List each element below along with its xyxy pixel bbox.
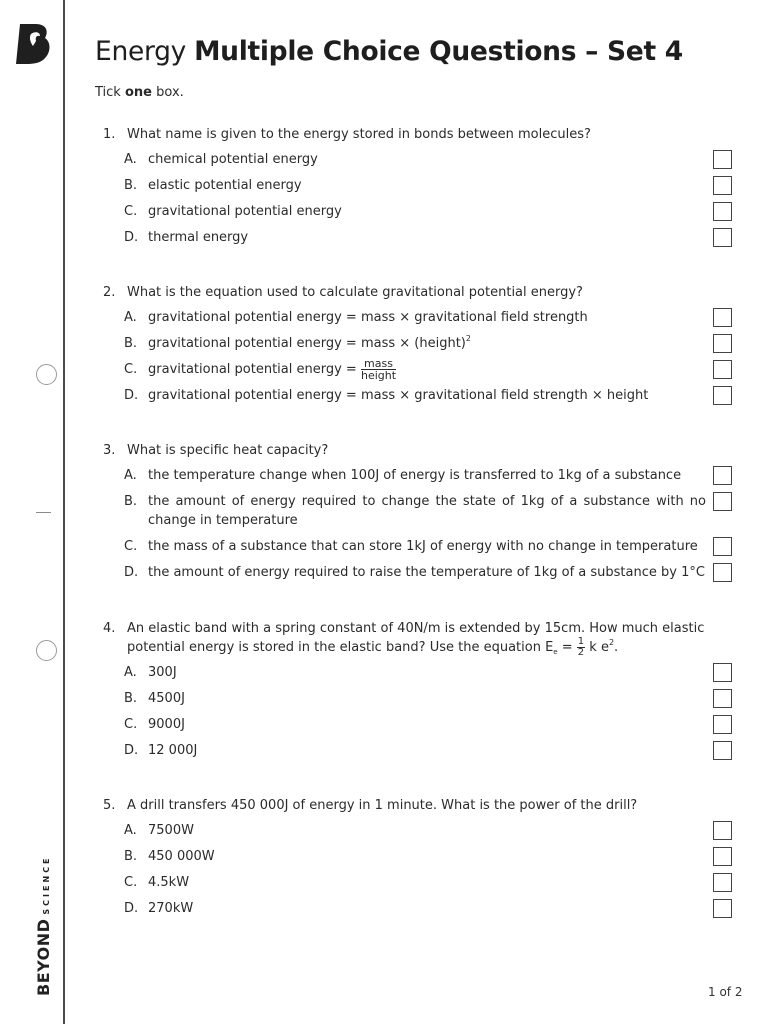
fraction-mass-height: $\frac{\text{mass}}{\text{height}}$	[360, 357, 397, 382]
brand-word-beyond: BEYOND	[34, 918, 53, 996]
checkbox-1d[interactable]	[713, 228, 732, 247]
question-text: An elastic band with a spring constant of 40N/m is extended by 15cm. How much elastic potential energy is stored in the elastic band? Use the equation $E_e$ = $\frac{1}{2}$ k $e^2$.	[127, 621, 705, 658]
checkbox-5b[interactable]	[713, 847, 732, 866]
instruction: Tick one box.	[95, 85, 184, 100]
question-text: What name is given to the energy stored in bonds between molecules?	[127, 127, 591, 142]
checkbox-1b[interactable]	[713, 176, 732, 195]
option-3c: C. the mass of a substance that can store 1kJ of energy with no change in temperature	[103, 537, 738, 556]
option-4b: B. 4500J	[103, 689, 738, 708]
option-1c: C. gravitational potential energy	[103, 202, 738, 221]
option-2b: B. gravitational potential energy = mass × (height)$^2$	[103, 334, 738, 353]
checkbox-5c[interactable]	[713, 873, 732, 892]
punch-hole-bottom	[36, 640, 57, 661]
checkbox-4a[interactable]	[713, 663, 732, 682]
question-number: 2.	[103, 285, 116, 300]
checkbox-5a[interactable]	[713, 821, 732, 840]
option-5c: C. 4.5kW	[103, 873, 738, 892]
option-5d: D. 270kW	[103, 899, 738, 918]
checkbox-3c[interactable]	[713, 537, 732, 556]
question-2	[103, 283, 738, 412]
center-mark	[36, 512, 51, 513]
question-text: What is the equation used to calculate gravitational potential energy?	[127, 285, 583, 300]
checkbox-2c[interactable]	[713, 360, 732, 379]
title-topic: Energy	[95, 36, 186, 67]
option-4c: C. 9000J	[103, 715, 738, 734]
option-3b: B. the amount of energy required to change the state of 1kg of a substance with no change in temperature	[103, 492, 738, 530]
question-number: 3.	[103, 443, 116, 458]
question-4	[103, 619, 738, 767]
checkbox-3b[interactable]	[713, 492, 732, 511]
brand-word-science: SCIENCE	[42, 855, 51, 915]
checkbox-5d[interactable]	[713, 899, 732, 918]
checkbox-1c[interactable]	[713, 202, 732, 221]
option-2a: A. gravitational potential energy = mass × gravitational field strength	[103, 308, 738, 327]
option-4d: D. 12 000J	[103, 741, 738, 760]
checkbox-4b[interactable]	[713, 689, 732, 708]
checkbox-2b[interactable]	[713, 334, 732, 353]
option-2d: D. gravitational potential energy = mass × gravitational field strength × height	[103, 386, 738, 405]
option-2c: C. gravitational potential energy = $\frac{\text{mass}}{\text{height}}$	[103, 360, 738, 379]
question-text: A drill transfers 450 000J of energy in 1 minute. What is the power of the drill?	[127, 798, 638, 813]
question-number: 5.	[103, 798, 116, 813]
option-5b: B. 450 000W	[103, 847, 738, 866]
question-text: What is specific heat capacity?	[127, 443, 329, 458]
question-number: 1.	[103, 127, 116, 142]
question-5	[103, 796, 738, 925]
question-1	[103, 125, 738, 254]
option-3a: A. the temperature change when 100J of energy is transferred to 1kg of a substance	[103, 466, 738, 485]
option-1d: D. thermal energy	[103, 228, 738, 247]
fraction-one-half: $\frac{1}{2}$	[577, 636, 585, 658]
checkbox-4d[interactable]	[713, 741, 732, 760]
option-1b: B. elastic potential energy	[103, 176, 738, 195]
checkbox-3d[interactable]	[713, 563, 732, 582]
margin-line	[63, 0, 65, 1024]
option-1a: A. chemical potential energy	[103, 150, 738, 169]
option-3d: D. the amount of energy required to raise the temperature of 1kg of a substance by 1°C	[103, 563, 738, 582]
page-number: 1 of 2	[708, 985, 743, 999]
checkbox-3a[interactable]	[713, 466, 732, 485]
checkbox-2d[interactable]	[713, 386, 732, 405]
brand-label	[34, 855, 53, 996]
checkbox-2a[interactable]	[713, 308, 732, 327]
option-5a: A. 7500W	[103, 821, 738, 840]
option-4a: A. 300J	[103, 663, 738, 682]
checkbox-4c[interactable]	[713, 715, 732, 734]
question-number: 4.	[103, 621, 116, 636]
checkbox-1a[interactable]	[713, 150, 732, 169]
punch-hole-top	[36, 364, 57, 385]
beyond-logo-icon	[14, 22, 52, 66]
title-main: Multiple Choice Questions – Set 4	[194, 36, 683, 67]
question-3	[103, 441, 738, 589]
page-title	[95, 36, 683, 67]
